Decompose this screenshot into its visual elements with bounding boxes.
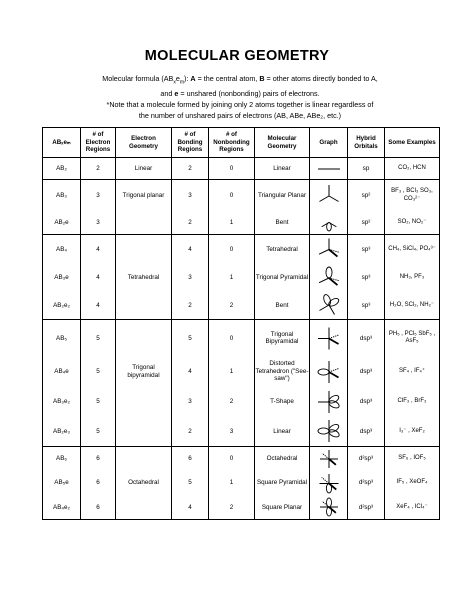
t-shape-icon bbox=[310, 389, 347, 415]
electron-geometry-cell: Trigonal bipyramidal bbox=[116, 357, 172, 387]
electron-regions-cell: 5 bbox=[81, 387, 116, 417]
column-header-molecular-geometry: Molecular Geometry bbox=[255, 128, 310, 158]
molecular-geometry-cell: Linear bbox=[255, 158, 310, 180]
see-saw-icon bbox=[310, 359, 347, 385]
hybrid-orbitals-cell: sp³ bbox=[348, 264, 385, 292]
square-pyramidal-icon bbox=[310, 473, 347, 494]
table-row bbox=[43, 447, 440, 471]
table-row bbox=[43, 235, 440, 264]
bonding-regions-cell: 2 bbox=[172, 417, 209, 447]
bonding-regions-cell: 4 bbox=[172, 357, 209, 387]
column-header-electron-regions: # of Electron Regions bbox=[81, 128, 116, 158]
molecular-geometry-cell: Trigonal Bipyramidal bbox=[255, 320, 310, 357]
bonding-regions-cell: 6 bbox=[172, 447, 209, 471]
electron-regions-cell: 4 bbox=[81, 292, 116, 320]
bonding-regions-cell: 4 bbox=[172, 235, 209, 264]
table-row bbox=[43, 264, 440, 292]
hybrid-orbitals-cell: sp² bbox=[348, 180, 385, 212]
nonbonding-regions-cell: 0 bbox=[209, 180, 255, 212]
nonbonding-regions-cell: 1 bbox=[209, 264, 255, 292]
graph-cell bbox=[310, 180, 348, 212]
electron-geometry-cell: Trigonal planar bbox=[116, 180, 172, 212]
electron-regions-cell: 5 bbox=[81, 320, 116, 357]
intro-line-2: and e = unshared (nonbonding) pairs of electrons. bbox=[160, 89, 320, 99]
formula-cell: AB₂e bbox=[43, 212, 81, 235]
linear-three-lone-pairs-icon bbox=[310, 418, 347, 444]
graph-cell bbox=[310, 417, 348, 447]
formula-cell: AB₂e₂ bbox=[43, 292, 81, 320]
table-row bbox=[43, 212, 440, 235]
bonding-regions-cell: 2 bbox=[172, 212, 209, 235]
graph-cell bbox=[310, 158, 348, 180]
hybrid-orbitals-cell: sp³ bbox=[348, 292, 385, 320]
table-row bbox=[43, 158, 440, 180]
bonding-regions-cell: 4 bbox=[172, 496, 209, 520]
electron-geometry-cell bbox=[116, 496, 172, 520]
electron-regions-cell: 5 bbox=[81, 417, 116, 447]
graph-cell bbox=[310, 496, 348, 520]
hybrid-orbitals-cell: dsp³ bbox=[348, 417, 385, 447]
bonding-regions-cell: 2 bbox=[172, 158, 209, 180]
formula-cell: AB₅e bbox=[43, 471, 81, 496]
examples-cell: IF₅ , XeOF₄ bbox=[385, 471, 440, 496]
octahedral-icon bbox=[310, 449, 347, 469]
bonding-regions-cell: 5 bbox=[172, 320, 209, 357]
column-header-hybrid-orbitals: Hybrid Orbitals bbox=[348, 128, 385, 158]
table-row bbox=[43, 417, 440, 447]
table-row bbox=[43, 496, 440, 520]
electron-geometry-cell bbox=[116, 292, 172, 320]
molecular-geometry-cell: Trigonal Pyramidal bbox=[255, 264, 310, 292]
table-header-row bbox=[43, 128, 440, 158]
trigonal-pyramidal-icon bbox=[310, 266, 347, 290]
formula-cell: AB₃ bbox=[43, 180, 81, 212]
electron-regions-cell: 3 bbox=[81, 180, 116, 212]
graph-cell bbox=[310, 235, 348, 264]
electron-geometry-cell: Linear bbox=[116, 158, 172, 180]
nonbonding-regions-cell: 3 bbox=[209, 417, 255, 447]
graph-cell bbox=[310, 447, 348, 471]
examples-cell: XeF₄ , ICl₄⁻ bbox=[385, 496, 440, 520]
examples-cell: PH₅ , PCl₅ SbF₅ , AsF₅ bbox=[385, 320, 440, 357]
table-row bbox=[43, 320, 440, 357]
nonbonding-regions-cell: 2 bbox=[209, 496, 255, 520]
molecular-geometry-cell: Bent bbox=[255, 212, 310, 235]
graph-cell bbox=[310, 212, 348, 235]
electron-regions-cell: 5 bbox=[81, 357, 116, 387]
examples-cell: ClF₃ , BrF₃ bbox=[385, 387, 440, 417]
nonbonding-regions-cell: 1 bbox=[209, 357, 255, 387]
molecular-geometry-cell: Octahedral bbox=[255, 447, 310, 471]
nonbonding-regions-cell: 0 bbox=[209, 320, 255, 357]
nonbonding-regions-cell: 2 bbox=[209, 387, 255, 417]
formula-cell: AB₃e bbox=[43, 264, 81, 292]
molecular-geometry-cell: Distorted Tetrahedron ("See-saw") bbox=[255, 357, 310, 387]
graph-cell bbox=[310, 292, 348, 320]
hybrid-orbitals-cell: d²sp³ bbox=[348, 496, 385, 520]
bonding-regions-cell: 2 bbox=[172, 292, 209, 320]
examples-cell: SF₆ , IOF₅ bbox=[385, 447, 440, 471]
tetrahedral-icon bbox=[310, 237, 347, 262]
intro-line-3: *Note that a molecule formed by joining only 2 atoms together is linear regardless of bbox=[106, 100, 374, 110]
formula-cell: AB₄e bbox=[43, 357, 81, 387]
bonding-regions-cell: 3 bbox=[172, 180, 209, 212]
hybrid-orbitals-cell: dsp³ bbox=[348, 357, 385, 387]
graph-cell bbox=[310, 387, 348, 417]
examples-cell: SF₄ , IF₄⁺ bbox=[385, 357, 440, 387]
nonbonding-regions-cell: 0 bbox=[209, 158, 255, 180]
square-planar-icon bbox=[310, 497, 347, 517]
hybrid-orbitals-cell: dsp³ bbox=[348, 320, 385, 357]
intro-line-1: Molecular formula $(AB_xe_m)$: A = the central atom, B = other atoms directly bonded to A, bbox=[102, 74, 378, 86]
table-row bbox=[43, 180, 440, 212]
nonbonding-regions-cell: 0 bbox=[209, 235, 255, 264]
bonding-regions-cell: 3 bbox=[172, 264, 209, 292]
hybrid-orbitals-cell: d²sp³ bbox=[348, 447, 385, 471]
page-title: MOLECULAR GEOMETRY bbox=[144, 48, 330, 64]
molecular-geometry-cell: Square Planar bbox=[255, 496, 310, 520]
formula-cell: AB₂ bbox=[43, 158, 81, 180]
examples-cell: H₂O, SCl₂, NH₂⁻ bbox=[385, 292, 440, 320]
electron-geometry-cell bbox=[116, 320, 172, 357]
table-row bbox=[43, 292, 440, 320]
electron-geometry-cell: Octahedral bbox=[116, 471, 172, 496]
electron-geometry-cell: Tetrahedral bbox=[116, 264, 172, 292]
formula-cell: AB₆ bbox=[43, 447, 81, 471]
molecular-geometry-cell: Bent bbox=[255, 292, 310, 320]
nonbonding-regions-cell: 0 bbox=[209, 447, 255, 471]
electron-geometry-cell bbox=[116, 235, 172, 264]
molecular-geometry-cell: Square Pyramidal bbox=[255, 471, 310, 496]
column-header-formula: ABₓeₘ bbox=[43, 128, 81, 158]
trigonal-bipyramidal-icon bbox=[310, 322, 347, 355]
molecular-geometry-cell: Linear bbox=[255, 417, 310, 447]
formula-cell: AB₄e₂ bbox=[43, 496, 81, 520]
graph-cell bbox=[310, 264, 348, 292]
molecular-geometry-cell: Triangular Planar bbox=[255, 180, 310, 212]
examples-cell: SO₂, NO₂⁻ bbox=[385, 212, 440, 235]
graph-cell bbox=[310, 471, 348, 496]
electron-regions-cell: 4 bbox=[81, 235, 116, 264]
formula-cell: AB₄ bbox=[43, 235, 81, 264]
electron-regions-cell: 3 bbox=[81, 212, 116, 235]
table-row bbox=[43, 357, 440, 387]
electron-regions-cell: 4 bbox=[81, 264, 116, 292]
examples-cell: CH₄, SiCl₄, PO₄³⁻ bbox=[385, 235, 440, 264]
molecular-geometry-cell: Tetrahedral bbox=[255, 235, 310, 264]
graph-cell bbox=[310, 320, 348, 357]
column-header-graph: Graph bbox=[310, 128, 348, 158]
formula-cell: AB₃e₂ bbox=[43, 387, 81, 417]
examples-cell: NH₃, PF₃ bbox=[385, 264, 440, 292]
electron-geometry-cell bbox=[116, 447, 172, 471]
column-header-examples: Some Examples bbox=[385, 128, 440, 158]
hybrid-orbitals-cell: sp³ bbox=[348, 235, 385, 264]
electron-regions-cell: 6 bbox=[81, 496, 116, 520]
electron-regions-cell: 6 bbox=[81, 471, 116, 496]
electron-geometry-cell bbox=[116, 417, 172, 447]
column-header-nonbonding-regions: # of Nonbonding Regions bbox=[209, 128, 255, 158]
formula-cell: AB₅ bbox=[43, 320, 81, 357]
hybrid-orbitals-cell: d²sp³ bbox=[348, 471, 385, 496]
molecular-geometry-cell: T-Shape bbox=[255, 387, 310, 417]
electron-regions-cell: 2 bbox=[81, 158, 116, 180]
electron-geometry-cell bbox=[116, 212, 172, 235]
electron-geometry-cell bbox=[116, 387, 172, 417]
hybrid-orbitals-cell: sp² bbox=[348, 212, 385, 235]
hybrid-orbitals-cell: dsp³ bbox=[348, 387, 385, 417]
linear-icon bbox=[310, 160, 347, 178]
formula-cell: AB₂e₃ bbox=[43, 417, 81, 447]
column-header-bonding-regions: # of Bonding Regions bbox=[172, 128, 209, 158]
column-header-electron-geometry: Electron Geometry bbox=[116, 128, 172, 158]
intro-line-4: the number of unshared pairs of electrons (AB, ABe, ABe₂, etc.) bbox=[138, 111, 342, 121]
bonding-regions-cell: 3 bbox=[172, 387, 209, 417]
trigonal-planar-icon bbox=[310, 182, 347, 210]
bent-icon bbox=[310, 213, 347, 232]
intro-text bbox=[40, 73, 440, 121]
examples-cell: I₃⁻ , XeF₂ bbox=[385, 417, 440, 447]
examples-cell: BF₃ , BCl₃ SO₃, CO₃²⁻ bbox=[385, 180, 440, 212]
hybrid-orbitals-cell: sp bbox=[348, 158, 385, 180]
examples-cell: CO₂, HCN bbox=[385, 158, 440, 180]
graph-cell bbox=[310, 357, 348, 387]
nonbonding-regions-cell: 2 bbox=[209, 292, 255, 320]
table-row bbox=[43, 387, 440, 417]
bent-two-lone-pairs-icon bbox=[310, 293, 347, 317]
table-row bbox=[43, 471, 440, 496]
nonbonding-regions-cell: 1 bbox=[209, 212, 255, 235]
nonbonding-regions-cell: 1 bbox=[209, 471, 255, 496]
molecular-geometry-table bbox=[42, 127, 440, 520]
electron-regions-cell: 6 bbox=[81, 447, 116, 471]
bonding-regions-cell: 5 bbox=[172, 471, 209, 496]
